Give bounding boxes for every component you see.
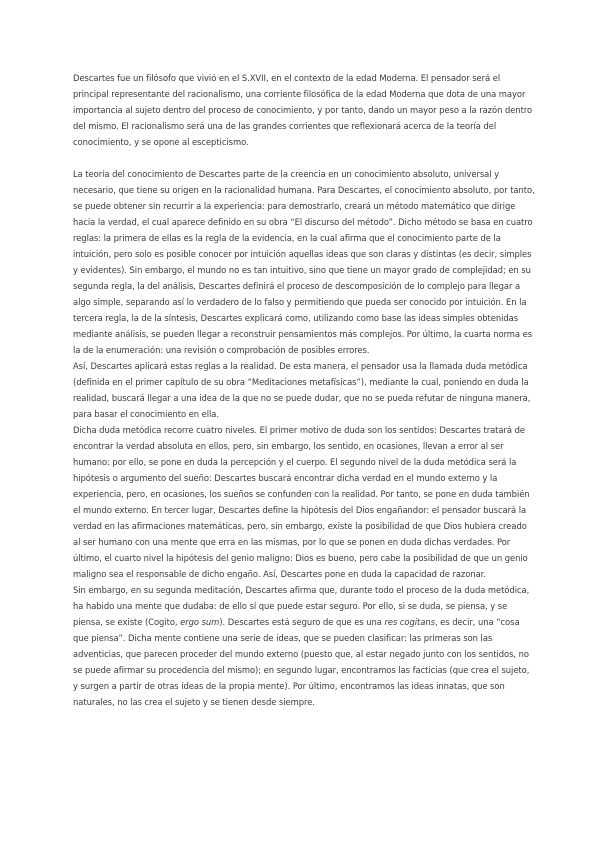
cogito-italic-1: ergo sum bbox=[180, 617, 220, 627]
paragraph-doubt-levels: Dicha duda metódica recorre cuatro niveles. El primer motivo de duda son los sentidos: Descartes tratará de encontrar la verdad absoluta en ellos, pero, sin embargo, los sentido, en ocasiones, llevan a error al ser humano: por ello, se pone en duda la percepción y el cuerpo. El segundo nivel de la duda metódica será la hipótesis o argumento del sueño: Descartes buscará encontrar dicha verdad en el mundo externo y la experiencia, pero, en ocasiones, los sueños se confunden con la realidad. Por tanto, se pone en duda también el mundo externo. En tercer lugar, Descartes define la hipótesis del Dios engañandor: el pensador buscará la verdad en las afirmaciones matemáticas, pero, sin embargo, existe la posibilidad de que Dios hubiera creado al ser humano con una mente que erra en las mismas, por lo que se ponen en duda dichas verdades. Por último, el cuarto nivel la hipótesis del genio maligno: Dios es bueno, pero cabe la posibilidad de que un genio maligno sea el responsable de dicho engaño. Así, Descartes pone en duda la capacidad de razonar. bbox=[73, 425, 530, 579]
paragraph-theory: La teoría del conocimiento de Descartes parte de la creencia en un conocimiento absoluto, universal y necesario, que tiene su origen en la racionalidad humana. Para Descartes, el conocimiento absoluto, por tanto, se puede obtener sin recurrir a la experiencia: para demostrarlo, creará un método matemático que dirige hacia la verdad, el cual aparece definido en su obra “El discurso del método”. Dicho método se basa en cuatro reglas: la primera de ellas es la regla de la evidencia, en la cual afirma que el conocimiento parte de la intuición, pero solo es posible conocer por intuición aquellas ideas que son claras y distintas (es decir, simples y evidentes). Sin embargo, el mundo no es tan intuitivo, sino que tiene un mayor grado de complejidad; en su segunda regla, la del análisis, Descartes definirá el proceso de descomposición de lo complejo para llegar a algo simple, separando así lo verdadero de lo falso y permitiendo que pueda ser conocido por intuición. En la tercera regla, la de la síntesis, Descartes explicará como, utilizando como base las ideas simples obtenidas mediante análisis, se pueden llegar a reconstruir pensamientos más complejos. Por último, la cuarta norma es la de la enumeración: una revisión o comprobación de posibles errores. bbox=[73, 169, 535, 355]
cogito-text-3: , es decir, una “cosa que piensa”. Dicha mente contiene una serie de ideas, que se pueden clasificar: las primeras son las adventicias, que parecen proceder del mundo externo (puesto que, al estar negado junto con los sentidos, no se puede afirmar su procedencia del mismo); en segundo lugar, encontramos las facticias (que crea el sujeto, y surgen a partir de otras ideas de la propia mente). Por último, encontramos las ideas innatas, que son naturales, no las crea el sujeto y se tienen desde siempre. bbox=[73, 617, 530, 707]
paragraph-methodical-doubt: Así, Descartes aplicará estas reglas a la realidad. De esta manera, el pensador usa la llamada duda metódica (definida en el primer capítulo de su obra “Meditaciones metafísicas”), mediante la cual, poniendo en duda la realidad, buscará llegar a una idea de la que no se puede dudar, que no se pueda refutar de ninguna manera, para basar el conocimiento en ella. bbox=[73, 361, 531, 419]
cogito-text-1: Sin embargo, en su segunda meditación, Descartes afirma que, durante todo el proceso de la duda metódica, ha habido una mente que dudaba: de ello sí que puede estar seguro. Por ello, si se duda, se piensa, y se piensa, se existe (Cogito, bbox=[73, 585, 530, 627]
paragraph-intro: Descartes fue un filósofo que vivió en el S.XVII, en el contexto de la edad Moderna. El pensador será el principal representante del racionalismo, una corriente filosófica de la edad Moderna que dota de una mayor importancia al sujeto dentro del proceso de conocimiento, y por tanto, dando un mayor peso a la razón dentro del mismo. El racionalismo será una de las grandes corrientes que reflexionará acerca de la teoría del conocimiento, y se opone al escepticismo. bbox=[73, 73, 533, 147]
cogito-italic-2: res cogitans bbox=[384, 617, 435, 627]
cogito-text-2: ). Descartes está seguro de que es una bbox=[219, 617, 385, 627]
paragraph-cogito bbox=[73, 582, 536, 710]
